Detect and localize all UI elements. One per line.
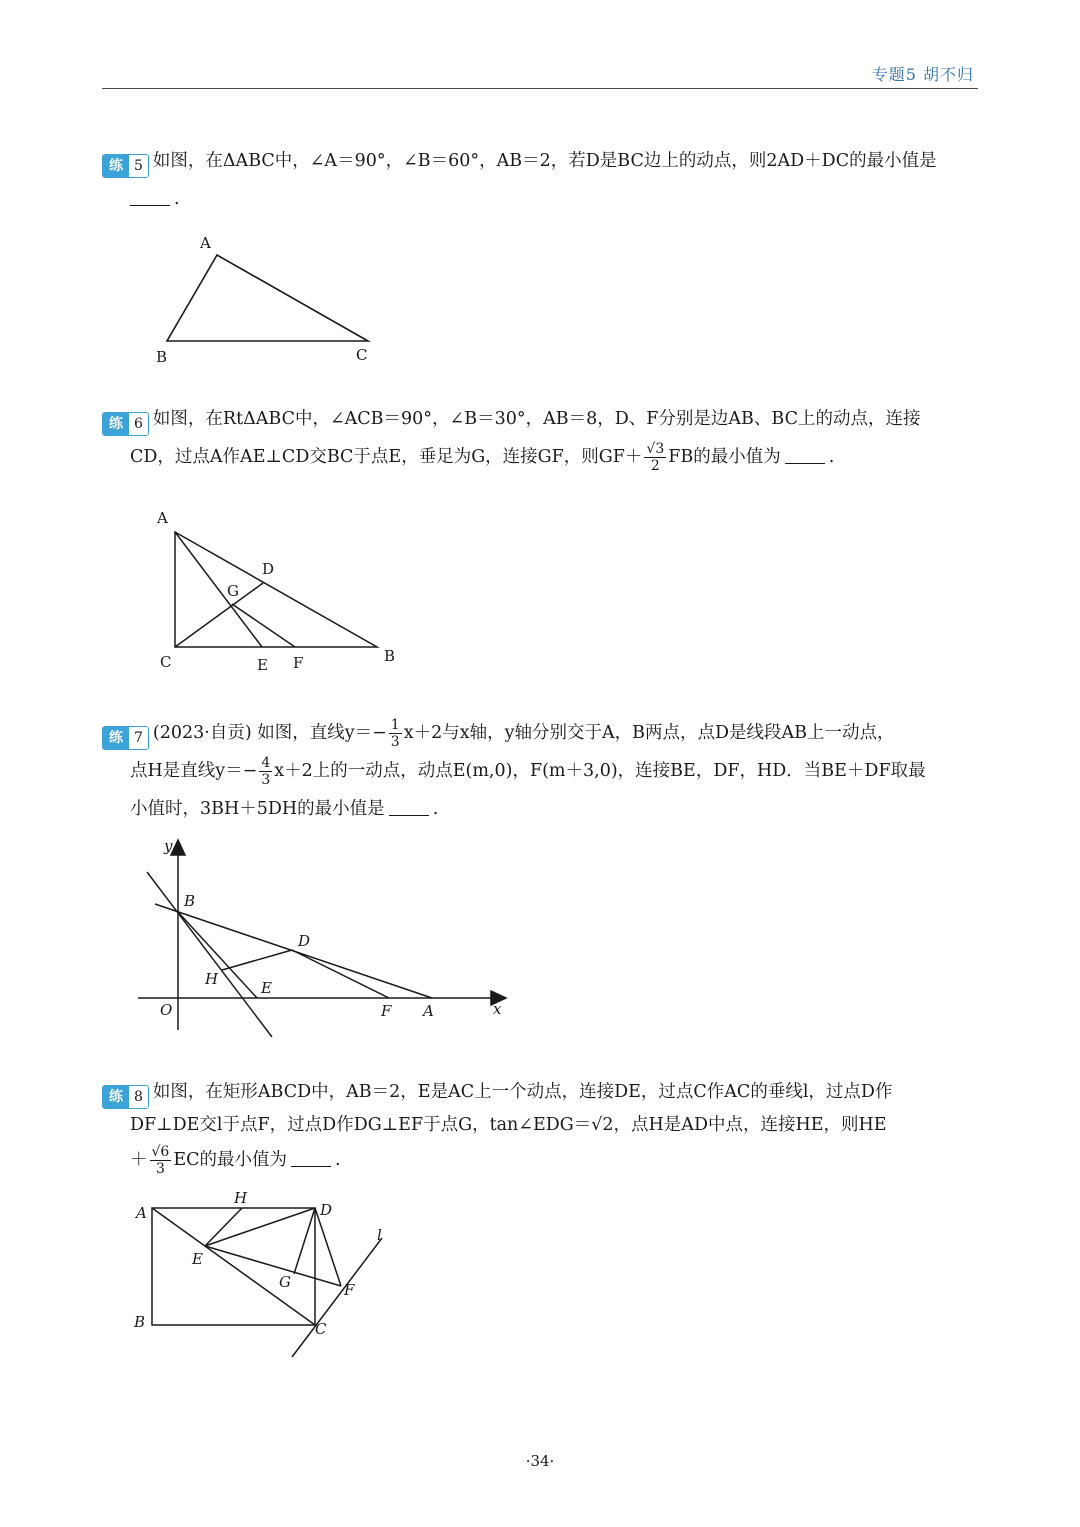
diagonal-ac xyxy=(152,1208,315,1325)
label-h: H xyxy=(205,970,219,988)
label-f: F xyxy=(381,1002,392,1020)
problem-8-line-3: ＋ $\frac{√6}{3}$ EC的最小值为 . xyxy=(130,1144,341,1177)
answer-blank xyxy=(389,797,429,816)
page-header xyxy=(102,58,978,89)
triangle-abc xyxy=(167,255,368,341)
fraction: $\frac{1}{3}$ xyxy=(390,717,400,750)
label-b: B xyxy=(134,1313,146,1331)
label-e: E xyxy=(192,1250,203,1268)
label-y: y xyxy=(164,837,173,855)
segment-ef xyxy=(205,1246,341,1286)
segment-df xyxy=(315,1208,341,1286)
label-a: A xyxy=(423,1002,434,1020)
label-a: A xyxy=(157,509,168,527)
problem-badge: 练 5 xyxy=(102,154,149,178)
answer-blank xyxy=(785,445,825,464)
segment-gf xyxy=(232,604,295,647)
label-g: G xyxy=(279,1273,291,1291)
segment-ed xyxy=(205,1208,315,1246)
fraction: $\frac{√6}{3}$ xyxy=(151,1144,170,1177)
label-e: E xyxy=(257,656,268,674)
problem-text: 如图，在ΔABC中，∠A＝90°，∠B＝60°，AB＝2，若D是BC边上的动点，则2AD＋DC的最小值是 xyxy=(152,151,937,171)
problem-badge: 练 6 xyxy=(102,412,149,436)
problem-6-line-1 xyxy=(102,400,982,438)
problem-5 xyxy=(102,142,982,218)
label-f: F xyxy=(293,654,304,672)
label-d: D xyxy=(262,560,275,578)
label-o: O xyxy=(160,1001,173,1019)
label-c: C xyxy=(160,653,172,671)
problem-6-line-2: CD，过点A作AE⊥CD交BC于点E，垂足为G，连接GF，则GF＋ $\frac{√3}{2}$ FB的最小值为 . xyxy=(130,441,835,474)
segment-df xyxy=(292,950,389,998)
problem-badge: 练 8 xyxy=(102,1085,149,1109)
label-d: D xyxy=(320,1201,333,1219)
problem-5-line-2: . xyxy=(102,180,982,218)
fraction: $\frac{4}{3}$ xyxy=(261,755,271,788)
label-b: B xyxy=(156,348,168,366)
problem-8 xyxy=(102,1076,982,1179)
label-a: A xyxy=(136,1204,147,1222)
label-b: B xyxy=(384,647,396,665)
label-f: F xyxy=(344,1281,355,1299)
header-title: 专题5 胡不归 xyxy=(871,65,974,84)
problem-text: 如图，在RtΔABC中，∠ACB＝90°，∠B＝30°，AB＝8，D、F分别是边AB、BC上的动点，连接 xyxy=(152,409,921,429)
label-l: l xyxy=(377,1226,382,1244)
problem-8-line-2: DF⊥DE交l于点F，过点D作DG⊥EF于点G，tan∠EDG＝√2，点H是AD中点，连接HE，则HE xyxy=(130,1115,887,1135)
segment-dg xyxy=(294,1208,315,1274)
fraction: $\frac{√3}{2}$ xyxy=(646,441,665,474)
line-l xyxy=(292,1238,382,1357)
answer-blank xyxy=(291,1148,331,1167)
label-h: H xyxy=(234,1189,248,1207)
y-axis-arrow xyxy=(171,840,185,855)
problem-7-line-1: 练 7 (2023·自贡) 如图，直线y＝− $\frac{1}{3}$ x＋2与x轴，y轴分别交于A，B两点，点D是线段AB上一动点， xyxy=(102,714,982,752)
page-number: ·34· xyxy=(525,1452,555,1470)
label-b: B xyxy=(184,892,196,910)
label-d: D xyxy=(298,932,311,950)
problem-7-line-3: 小值时，3BH＋5DH的最小值是 . xyxy=(130,799,439,819)
problem-badge: 练 7 xyxy=(102,726,149,750)
label-c: C xyxy=(356,346,368,364)
answer-blank xyxy=(130,187,170,206)
label-g: G xyxy=(227,582,239,600)
label-c: C xyxy=(315,1320,327,1338)
triangle-acb xyxy=(175,532,377,647)
segment-ae xyxy=(175,532,262,647)
problem-6 xyxy=(102,400,982,476)
problem-7-line-2: 点H是直线y＝− $\frac{4}{3}$ x＋2上的一动点，动点E(m,0)，F(m＋3,0)，连接BE，DF，HD．当BE＋DF取最 xyxy=(130,755,926,788)
label-x: x xyxy=(493,1000,502,1018)
problem-7 xyxy=(102,714,982,828)
problem-8-line-1: 练 8 如图，在矩形ABCD中，AB＝2，E是AC上一个动点，连接DE，过点C作AC的垂线l，过点D作 xyxy=(102,1076,982,1109)
segment-hd xyxy=(222,950,292,970)
label-a: A xyxy=(200,234,211,252)
problem-5-line-1 xyxy=(102,142,982,180)
segment-cd xyxy=(175,583,263,647)
label-e: E xyxy=(261,979,272,997)
